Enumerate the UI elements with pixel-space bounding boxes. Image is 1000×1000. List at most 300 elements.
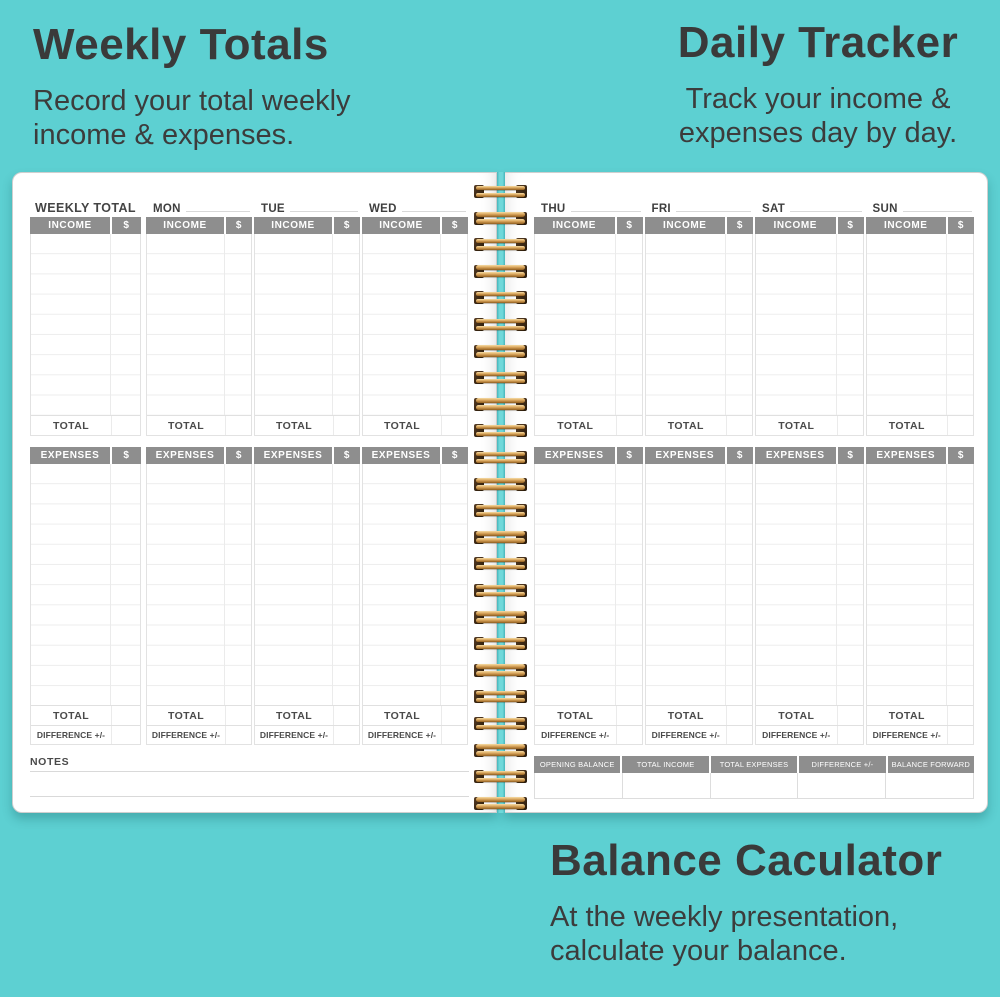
planner-page-left (12, 172, 497, 813)
callout-weekly-totals-title: Weekly Totals (33, 20, 329, 69)
day-label: MON (153, 203, 181, 215)
expenses-section (534, 447, 643, 745)
ring-wire (476, 671, 525, 676)
income-total-label: TOTAL (383, 419, 421, 432)
expenses-total-row (867, 705, 974, 725)
spiral-ring (474, 663, 527, 678)
day-label: FRI (651, 203, 671, 215)
income-total-row (646, 415, 753, 435)
callout-daily-tracker-line1: Track your income & (685, 83, 951, 115)
callout-balance-calculator-text (550, 900, 942, 968)
spiral-ring (474, 743, 527, 758)
section-gap (645, 436, 754, 447)
callout-balance-calculator-line1: At the weekly presentation, (550, 901, 899, 933)
expenses-header-row (146, 447, 252, 464)
expenses-header-cell: EXPENSES (534, 447, 615, 464)
day-column (866, 197, 975, 745)
day-header-row (645, 197, 754, 217)
income-header-row (866, 217, 975, 234)
difference-row (255, 725, 359, 744)
ring-wire (476, 292, 525, 297)
income-entry-area (756, 234, 863, 415)
difference-row (535, 725, 642, 744)
left-day-columns (146, 197, 468, 745)
ring-wire (476, 664, 525, 669)
callout-balance-calculator-title: Balance Caculator (550, 836, 943, 885)
spiral-ring (474, 796, 527, 811)
balance-calculator-table (534, 756, 974, 799)
ring-wire (476, 239, 525, 244)
callout-weekly-totals (33, 20, 351, 152)
income-dollar-cell: $ (334, 217, 360, 234)
income-section (534, 217, 643, 436)
expenses-header-cell: EXPENSES (755, 447, 836, 464)
income-total-row (147, 415, 251, 435)
ring-wire (476, 618, 525, 623)
income-total-row (31, 415, 140, 435)
ring-wire (476, 186, 525, 191)
ring-wire (476, 425, 525, 430)
expenses-section (866, 447, 975, 745)
callout-daily-tracker (648, 18, 988, 150)
expenses-header-row (534, 447, 643, 464)
balance-entry-cell (798, 773, 886, 798)
difference-dollar-cell (726, 726, 752, 744)
income-dollar-cell: $ (617, 217, 643, 234)
spiral-ring (474, 610, 527, 625)
difference-label: DIFFERENCE +/- (762, 730, 831, 740)
day-header-row (866, 197, 975, 217)
income-section (755, 217, 864, 436)
expenses-header-cell: EXPENSES (362, 447, 440, 464)
planner-page-right (504, 172, 988, 813)
expenses-header-row (30, 447, 141, 464)
day-header-row (534, 197, 643, 217)
difference-row (31, 725, 140, 744)
expenses-total-row (31, 705, 140, 725)
spiral-ring (474, 317, 527, 332)
expenses-total-dollar-cell (441, 706, 467, 725)
income-header-cell: INCOME (254, 217, 332, 234)
income-header-cell: INCOME (362, 217, 440, 234)
spiral-ring (474, 689, 527, 704)
day-label: SAT (762, 203, 786, 215)
income-total-row (255, 415, 359, 435)
expenses-total-label: TOTAL (557, 709, 594, 722)
income-dollar-cell: $ (226, 217, 252, 234)
balance-entry-row (534, 773, 974, 799)
weekly-total-label: WEEKLY TOTAL (35, 201, 136, 215)
income-total-dollar-cell (616, 416, 642, 435)
income-section (645, 217, 754, 436)
day-label: TUE (261, 203, 285, 215)
expenses-entry-area (147, 464, 251, 705)
expenses-section (30, 447, 141, 745)
income-total-row (756, 415, 863, 435)
difference-dollar-cell (616, 726, 642, 744)
balance-header-2: TOTAL EXPENSES (711, 756, 797, 773)
spiral-ring (474, 716, 527, 731)
income-dollar-cell: $ (727, 217, 753, 234)
section-gap (866, 436, 975, 447)
income-header-cell: INCOME (534, 217, 615, 234)
right-day-columns (534, 197, 974, 745)
expenses-header-cell: EXPENSES (254, 447, 332, 464)
weekly-total-header-row (30, 197, 141, 217)
income-total-label: TOTAL (888, 419, 925, 432)
day-header-row (254, 197, 360, 217)
expenses-entry-area (535, 464, 642, 705)
callout-daily-tracker-text (648, 82, 988, 150)
section-gap (254, 436, 360, 447)
income-total-dollar-cell (441, 416, 467, 435)
balance-header-1: TOTAL INCOME (622, 756, 708, 773)
ring-wire (476, 405, 525, 410)
day-underline (186, 211, 250, 212)
ring-wire (476, 592, 525, 597)
ring-wire (476, 265, 525, 270)
callout-daily-tracker-title: Daily Tracker (677, 18, 959, 67)
ring-wire (476, 718, 525, 723)
balance-header-row (534, 756, 974, 773)
difference-label: DIFFERENCE +/- (367, 730, 437, 740)
expenses-total-dollar-cell (837, 706, 863, 725)
difference-row (646, 725, 753, 744)
section-gap (755, 436, 864, 447)
expenses-section (146, 447, 252, 745)
income-entry-area (255, 234, 359, 415)
income-header-row (645, 217, 754, 234)
ring-wire (476, 585, 525, 590)
income-entry-area (31, 234, 140, 415)
spiral-ring (474, 370, 527, 385)
income-total-label: TOTAL (275, 419, 313, 432)
day-header-row (362, 197, 468, 217)
spiral-ring (474, 450, 527, 465)
balance-header-3: DIFFERENCE +/- (799, 756, 885, 773)
income-dollar-cell: $ (948, 217, 974, 234)
day-column (645, 197, 754, 745)
callout-balance-calculator-line2: calculate your balance. (550, 935, 847, 968)
expenses-total-label: TOTAL (888, 709, 925, 722)
spiral-ring (474, 184, 527, 199)
day-label: SUN (872, 203, 898, 215)
income-header-row (755, 217, 864, 234)
day-header-row (146, 197, 252, 217)
expenses-total-row (255, 705, 359, 725)
expenses-dollar-cell: $ (838, 447, 864, 464)
expenses-entry-area (756, 464, 863, 705)
income-total-dollar-cell (333, 416, 359, 435)
income-header-row (254, 217, 360, 234)
callout-weekly-totals-line1: Record your total weekly (33, 85, 351, 117)
callout-daily-tracker-line2: expenses day by day. (678, 117, 958, 150)
ring-wire (476, 771, 525, 776)
spiral-ring (474, 636, 527, 651)
expenses-header-row (645, 447, 754, 464)
income-total-label: TOTAL (167, 419, 205, 432)
income-total-row (867, 415, 974, 435)
difference-dollar-cell (837, 726, 863, 744)
expenses-header-row (866, 447, 975, 464)
ring-wire (476, 744, 525, 749)
ring-wire (476, 691, 525, 696)
expenses-header-row (362, 447, 468, 464)
income-header-row (534, 217, 643, 234)
spiral-ring (474, 477, 527, 492)
income-dollar-cell: $ (112, 217, 141, 234)
callout-balance-calculator (550, 836, 942, 968)
expenses-entry-area (255, 464, 359, 705)
ring-wire (476, 558, 525, 563)
spiral-ring (474, 264, 527, 279)
difference-label: DIFFERENCE +/- (872, 730, 941, 740)
income-entry-area (646, 234, 753, 415)
balance-entry-cell (623, 773, 711, 798)
ring-wire (476, 797, 525, 802)
income-total-dollar-cell (726, 416, 752, 435)
section-gap (362, 436, 468, 447)
ring-wire (476, 352, 525, 357)
expenses-header-cell: EXPENSES (645, 447, 726, 464)
income-total-dollar-cell (225, 416, 251, 435)
expenses-total-label: TOTAL (275, 709, 313, 722)
balance-entry-cell (711, 773, 799, 798)
ring-wire (476, 565, 525, 570)
ring-wire (476, 345, 525, 350)
expenses-total-row (646, 705, 753, 725)
notes-line (30, 796, 469, 797)
ring-wire (476, 645, 525, 650)
income-header-row (30, 217, 141, 234)
expenses-header-row (755, 447, 864, 464)
income-header-cell: INCOME (866, 217, 947, 234)
ring-wire (476, 379, 525, 384)
spiral-ring (474, 397, 527, 412)
income-total-dollar-cell (111, 416, 140, 435)
expenses-total-dollar-cell (225, 706, 251, 725)
income-total-dollar-cell (947, 416, 973, 435)
day-label: THU (541, 203, 566, 215)
expenses-entry-area (867, 464, 974, 705)
ring-wire (476, 452, 525, 457)
expenses-dollar-cell: $ (617, 447, 643, 464)
expenses-total-row (147, 705, 251, 725)
expenses-header-cell: EXPENSES (146, 447, 224, 464)
ring-wire (476, 398, 525, 403)
ring-wire (476, 638, 525, 643)
spiral-ring (474, 423, 527, 438)
section-gap (534, 436, 643, 447)
income-entry-area (363, 234, 467, 415)
difference-dollar-cell (225, 726, 251, 744)
callout-weekly-totals-line2: income & expenses. (33, 119, 295, 152)
income-dollar-cell: $ (442, 217, 468, 234)
expenses-total-label: TOTAL (52, 709, 90, 722)
expenses-dollar-cell: $ (334, 447, 360, 464)
day-column (534, 197, 643, 745)
income-header-row (362, 217, 468, 234)
spiral-ring (474, 769, 527, 784)
expenses-header-cell: EXPENSES (866, 447, 947, 464)
spiral-ring (474, 530, 527, 545)
expenses-entry-area (363, 464, 467, 705)
income-entry-area (147, 234, 251, 415)
day-underline (790, 211, 861, 212)
income-section (362, 217, 468, 436)
callout-weekly-totals-text (33, 84, 351, 152)
income-total-label: TOTAL (667, 419, 704, 432)
difference-label: DIFFERENCE +/- (151, 730, 221, 740)
expenses-total-row (756, 705, 863, 725)
day-column (254, 197, 360, 745)
day-column (146, 197, 252, 745)
ring-wire (476, 531, 525, 536)
day-column (362, 197, 468, 745)
notes-section (30, 756, 469, 797)
expenses-total-dollar-cell (726, 706, 752, 725)
expenses-section (755, 447, 864, 745)
difference-row (867, 725, 974, 744)
difference-label: DIFFERENCE +/- (651, 730, 720, 740)
expenses-entry-area (646, 464, 753, 705)
ring-wire (476, 212, 525, 217)
day-label: WED (369, 203, 397, 215)
income-total-row (363, 415, 467, 435)
left-page-columns (30, 197, 468, 745)
income-header-cell: INCOME (755, 217, 836, 234)
expenses-header-row (254, 447, 360, 464)
difference-dollar-cell (111, 726, 140, 744)
expenses-dollar-cell: $ (226, 447, 252, 464)
spiral-ring (474, 503, 527, 518)
day-underline (571, 211, 641, 212)
balance-entry-cell (535, 773, 623, 798)
ring-wire (476, 246, 525, 251)
ring-wire (476, 538, 525, 543)
ring-wire (476, 512, 525, 517)
income-header-cell: INCOME (146, 217, 224, 234)
ring-wire (476, 193, 525, 198)
expenses-total-dollar-cell (111, 706, 140, 725)
income-total-label: TOTAL (52, 419, 90, 432)
income-section (866, 217, 975, 436)
income-header-cell: INCOME (645, 217, 726, 234)
expenses-total-label: TOTAL (167, 709, 205, 722)
difference-row (147, 725, 251, 744)
weekly-total-column (30, 197, 141, 745)
expenses-dollar-cell: $ (442, 447, 468, 464)
expenses-entry-area (31, 464, 140, 705)
expenses-total-row (363, 705, 467, 725)
expenses-total-dollar-cell (333, 706, 359, 725)
ring-wire (476, 698, 525, 703)
difference-row (363, 725, 467, 744)
spiral-binding (474, 0, 527, 1000)
spiral-ring (474, 290, 527, 305)
expenses-dollar-cell: $ (727, 447, 753, 464)
ring-wire (476, 326, 525, 331)
ring-wire (476, 478, 525, 483)
ring-wire (476, 432, 525, 437)
ring-wire (476, 804, 525, 809)
expenses-section (362, 447, 468, 745)
ring-wire (476, 725, 525, 730)
spiral-ring (474, 211, 527, 226)
income-dollar-cell: $ (838, 217, 864, 234)
section-gap (30, 436, 141, 447)
expenses-total-dollar-cell (616, 706, 642, 725)
day-underline (402, 211, 466, 212)
difference-dollar-cell (441, 726, 467, 744)
notes-line (30, 771, 469, 772)
section-gap (146, 436, 252, 447)
income-entry-area (535, 234, 642, 415)
difference-label: DIFFERENCE +/- (36, 730, 106, 740)
spiral-ring (474, 237, 527, 252)
day-header-row (755, 197, 864, 217)
expenses-total-label: TOTAL (778, 709, 815, 722)
difference-label: DIFFERENCE +/- (259, 730, 329, 740)
day-underline (903, 211, 972, 212)
income-header-row (146, 217, 252, 234)
balance-entry-cell (886, 773, 973, 798)
balance-header-4: BALANCE FORWARD (888, 756, 974, 773)
ring-wire (476, 505, 525, 510)
income-total-row (535, 415, 642, 435)
expenses-section (254, 447, 360, 745)
ring-wire (476, 611, 525, 616)
expenses-total-label: TOTAL (667, 709, 704, 722)
expenses-dollar-cell: $ (948, 447, 974, 464)
income-section (254, 217, 360, 436)
ring-wire (476, 272, 525, 277)
difference-row (756, 725, 863, 744)
ring-wire (476, 372, 525, 377)
ring-wire (476, 319, 525, 324)
ring-wire (476, 778, 525, 783)
income-section (30, 217, 141, 436)
expenses-total-label: TOTAL (383, 709, 421, 722)
expenses-section (645, 447, 754, 745)
expenses-total-row (535, 705, 642, 725)
difference-dollar-cell (947, 726, 973, 744)
spiral-ring (474, 556, 527, 571)
expenses-total-dollar-cell (947, 706, 973, 725)
income-total-label: TOTAL (778, 419, 815, 432)
ring-wire (476, 219, 525, 224)
day-underline (676, 211, 751, 212)
difference-label: DIFFERENCE +/- (541, 730, 610, 740)
day-column (755, 197, 864, 745)
ring-wire (476, 751, 525, 756)
spiral-ring (474, 344, 527, 359)
income-entry-area (867, 234, 974, 415)
day-underline (290, 211, 358, 212)
ring-wire (476, 485, 525, 490)
spiral-ring (474, 583, 527, 598)
balance-header-0: OPENING BALANCE (534, 756, 620, 773)
income-section (146, 217, 252, 436)
ring-wire (476, 459, 525, 464)
expenses-header-cell: EXPENSES (30, 447, 110, 464)
difference-dollar-cell (333, 726, 359, 744)
income-total-dollar-cell (837, 416, 863, 435)
income-total-label: TOTAL (557, 419, 594, 432)
ring-wire (476, 299, 525, 304)
income-header-cell: INCOME (30, 217, 110, 234)
right-page-columns (534, 197, 974, 745)
